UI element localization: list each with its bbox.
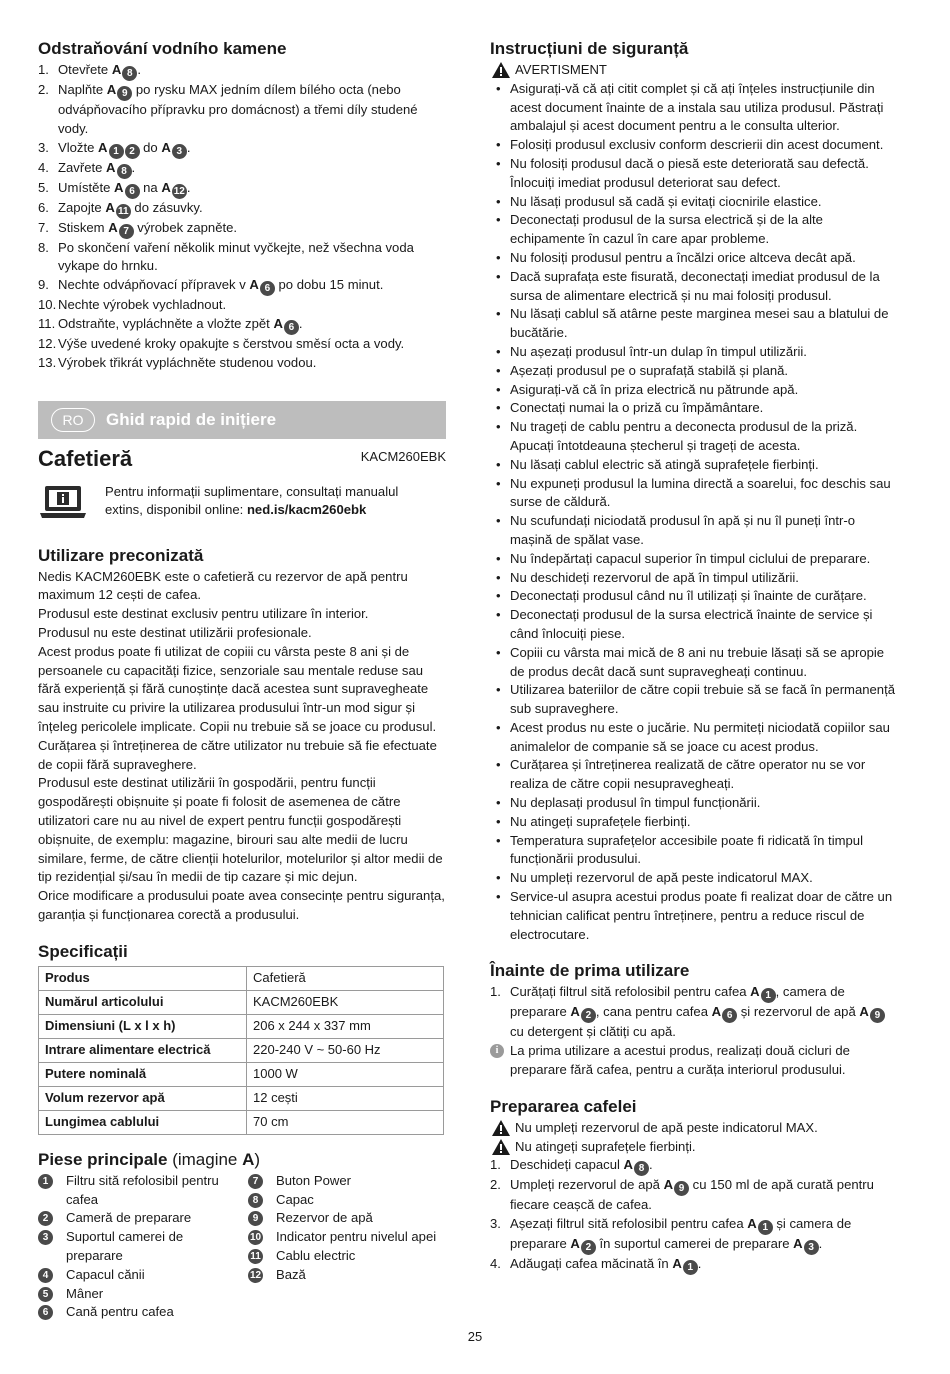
section-bar — [38, 401, 446, 439]
warning-label: AVERTISMENT — [490, 61, 900, 80]
part-number: 5 — [38, 1287, 53, 1302]
list-item: 1. Deschideți capacul A 8 . — [490, 1157, 653, 1175]
part-item — [38, 1228, 234, 1266]
list-item: 7. Stiskem A 7 výrobek zapněte. — [38, 219, 238, 237]
warning-icon — [492, 1120, 510, 1136]
list-item: 2. Naplňte A 9 po rysku MAX jedním dílem bílého octa (nebo odvápňovacího přípravku pro domácnost) a třemi díly studené vody. — [38, 82, 418, 136]
brew-warning-1: Nu umpleți rezervorul de apă peste indicatorul MAX. — [490, 1119, 900, 1138]
language-badge: RO — [51, 408, 95, 432]
warning-icon — [492, 1139, 510, 1155]
part-number: 9 — [248, 1211, 263, 1226]
list-item: • Copiii cu vârsta mai mică de 8 ani nu trebuie lăsați să se apropie de produs decât dacă sunt supravegheați continuu. — [490, 644, 900, 682]
list-item: 6. Zapojte A 11 do zásuvky. — [38, 199, 203, 217]
specs-table — [38, 966, 444, 1135]
table-row — [39, 966, 444, 990]
part-number: 10 — [249, 1232, 262, 1244]
list-item: 2. Umpleți rezervorul de apă A 9 cu 150 ml de apă curată pentru fiecare ceașcă de cafea. — [490, 1177, 874, 1213]
part-label: Cană pentru cafea — [66, 1304, 174, 1320]
paragraph: Acest produs poate fi utilizat de copiii cu vârsta peste 8 ani și de persoanele cu capacități fizice, senzoriale sau mentale reduse sau fără experiență și fără cunoștințe dacă acestea sunt supravegheate sau instruite cu privire la utilizarea produsului într-un mod sigur și înțeleg pericolele implicate. Copii nu trebuie să se joace cu produsul. Curățarea și întreținerea de către utilizator nu trebuie să fie efectuate de copii fără supraveghere. — [38, 643, 437, 772]
warning-icon — [492, 62, 510, 78]
list-item: • Nu atingeți suprafețele fierbinți. — [490, 813, 900, 832]
list-item: • Nu așezați produsul într-un dulap în timpul utilizării. — [490, 343, 900, 362]
list-item: • Nu deschideți rezervorul de apă în timpul utilizării. — [490, 569, 900, 588]
parts-column-1 — [38, 1172, 234, 1322]
spec-key: Putere nominală — [39, 1062, 247, 1086]
brew-warning-2: Nu atingeți suprafețele fierbinți. — [490, 1138, 900, 1157]
parts-list — [38, 1172, 446, 1324]
first-use-steps — [490, 983, 900, 1042]
part-item — [38, 1209, 234, 1228]
spec-key: Intrare alimentare electrică — [39, 1038, 247, 1062]
online-info — [38, 483, 446, 527]
part-number: 6 — [38, 1305, 53, 1320]
paragraph: Nedis KACM260EBK este o cafetieră cu rezervor de apă pentru maximum 12 cești de cafea. — [38, 568, 408, 603]
part-label: Indicator pentru nivelul apei — [276, 1229, 437, 1245]
part-label: Bază — [276, 1266, 306, 1282]
product-name: Cafetieră — [38, 445, 133, 471]
part-item — [248, 1228, 448, 1247]
list-item: • Temperatura suprafețelor accesibile poate fi ridicată în timpul funcționării produsului. — [490, 832, 900, 870]
part-label: Capac — [276, 1191, 314, 1207]
part-label: Suportul camerei de preparare — [66, 1229, 184, 1263]
intended-use-heading: Utilizare preconizată — [38, 545, 204, 565]
list-item: • Acest produs nu este o jucărie. Nu permiteți niciodată copiilor sau animalelor de companie să se joace cu acest produs. — [490, 719, 900, 757]
spec-key: Numărul articolului — [39, 990, 247, 1014]
list-item: 1. Otevřete A 8 . — [38, 62, 141, 79]
part-item — [38, 1303, 234, 1322]
list-item: 5. Umístěte A 6 na A 12 . — [38, 179, 191, 197]
spec-value: KACM260EBK — [247, 990, 444, 1014]
part-number: 1 — [38, 1174, 53, 1189]
right-column — [490, 38, 900, 1275]
info-text: Pentru informații suplimentare, consultați manualul extins, disponibil online: ned.is/kacm260ebk — [105, 483, 399, 518]
paragraph: Produsul este destinat exclusiv pentru utilizare în interior. — [38, 606, 369, 622]
spec-value: 12 cești — [247, 1086, 444, 1110]
section-title: Ghid rapid de inițiere — [106, 409, 277, 429]
page-number: 25 — [467, 1329, 483, 1344]
list-item: • Deconectați produsul de la sursa electrică înainte de service și când înlocuiți piese. — [490, 606, 900, 644]
paragraph: Produsul este destinat utilizării în gospodării, pentru funcții gospodărești obișnuite și poate fi folosit de asemenea de către utilizatori care nu au nivel de expert pentru funcții gospodărești obișnuite, de exemplu: magazine, birouri sau alte medii de lucru similare, ferme, de către clienții hotelurilor, motelurilor și altor medii de tip rezidențial și/sau în medii de tip cazare și mic dejun. — [38, 775, 443, 885]
part-item — [248, 1247, 448, 1266]
paragraph: Produsul nu este destinat utilizării profesionale. — [38, 624, 312, 640]
table-row — [39, 1014, 444, 1038]
list-item: • Folosiți produsul exclusiv conform descrierii din acest document. — [490, 136, 900, 155]
part-item — [38, 1172, 234, 1210]
list-item: • Dacă suprafața este fisurată, deconectați imediat produsul de la sursa de alimentare electrică și nu mai folosiți produsul. — [490, 268, 900, 306]
spec-value: 1000 W — [247, 1062, 444, 1086]
list-item: 12. Výše uvedené kroky opakujte s čerstvou směsí octa a vody. — [38, 335, 405, 351]
first-use-heading: Înainte de prima utilizare — [490, 961, 690, 981]
part-item — [248, 1209, 448, 1228]
list-item: • Nu scufundați niciodată produsul în apă și nu îl puneți într-o mașină de spălat vase. — [490, 512, 900, 550]
parts-column-2 — [248, 1172, 448, 1285]
list-item: • Așezați produsul pe o suprafață stabilă și plană. — [490, 362, 900, 381]
parts-heading: Piese principale (imagine A) — [38, 1149, 261, 1169]
table-row — [39, 1110, 444, 1134]
part-label: Buton Power — [276, 1172, 351, 1188]
product-code: KACM260EBK — [360, 448, 446, 464]
spec-key: Produs — [39, 966, 247, 990]
list-item: • Conectați numai la o priză cu împământare. — [490, 399, 900, 418]
list-item: 9. Nechte odvápňovací přípravek v A 6 po dobu 15 minut. — [38, 277, 384, 295]
part-label: Capacul cănii — [66, 1266, 145, 1282]
paragraph: Orice modificare a produsului poate avea consecințe pentru siguranța, garanția și funcționarea corectă a produsului. — [38, 888, 445, 922]
specs-heading: Specificații — [38, 941, 128, 961]
part-number: 7 — [248, 1174, 263, 1189]
part-number: 4 — [38, 1268, 53, 1283]
list-item: 10. Nechte výrobek vychladnout. — [38, 297, 227, 313]
safety-heading: Instrucțiuni de siguranță — [490, 39, 689, 58]
table-row — [39, 1062, 444, 1086]
part-label: Cameră de preparare — [66, 1210, 192, 1226]
descale-steps — [38, 61, 446, 373]
part-label: Rezervor de apă — [276, 1210, 373, 1226]
left-column — [38, 38, 446, 1324]
list-item: • Nu deplasați produsul în timpul funcționării. — [490, 794, 900, 813]
list-item: • Nu folosiți produsul pentru a încălzi orice altceva decât apă. — [490, 249, 900, 268]
list-item: • Deconectați produsul când nu îl utilizați și înainte de curățare. — [490, 587, 900, 606]
table-row — [39, 990, 444, 1014]
product-header — [38, 443, 446, 477]
list-item: • Nu lăsați cablul electric să atingă suprafețele fierbinți. — [490, 456, 900, 475]
descale-heading: Odstraňování vodního kamene — [38, 39, 287, 58]
list-item: 3. Așezați filtrul sită refolosibil pentru cafea A 1 și camera de preparare A 2 în suportul camerei de preparare A 3 . — [490, 1216, 852, 1254]
list-item: 8. Po skončení vaření několik minut vyčkejte, než všechna voda vykape do hrnku. — [38, 239, 414, 274]
list-item: • Asigurați-vă că în priza electrică nu pătrunde apă. — [490, 381, 900, 400]
part-item — [38, 1266, 234, 1285]
spec-key: Volum rezervor apă — [39, 1086, 247, 1110]
safety-list — [490, 80, 900, 945]
spec-value: 70 cm — [247, 1110, 444, 1134]
part-item — [248, 1172, 448, 1191]
table-row — [39, 1086, 444, 1110]
list-item: • Service-ul asupra acestui produs poate fi realizat doar de către un tehnician calificat pentru întreținere, pentru a reduce riscul de electrocutare. — [490, 888, 900, 944]
list-item: 11. Odstraňte, vypláchněte a vložte zpět A 6 . — [38, 315, 303, 333]
laptop-info-icon — [40, 485, 86, 519]
spec-key: Lungimea cablului — [39, 1110, 247, 1134]
brew-steps — [490, 1156, 900, 1275]
part-item — [248, 1191, 448, 1210]
list-item: • Nu îndepărtați capacul superior în timpul ciclului de preparare. — [490, 550, 900, 569]
list-item: 13. Výrobek třikrát vypláchněte studenou vodou. — [38, 354, 317, 370]
list-item: • Utilizarea bateriilor de către copii trebuie să se facă în permanență sub supraveghere. — [490, 681, 900, 719]
list-item: • Nu lăsați produsul să cadă și evitați ciocnirile elastice. — [490, 193, 900, 212]
part-label: Cablu electric — [276, 1247, 356, 1263]
spec-value: Cafetieră — [247, 966, 444, 990]
table-row — [39, 1038, 444, 1062]
part-item — [38, 1285, 234, 1304]
first-use-info: i La prima utilizare a acestui produs, realizați două cicluri de preparare fără cafea, pentru a curăța interiorul produsului. — [490, 1042, 900, 1080]
info-icon: i — [490, 1044, 504, 1058]
list-item: • Nu expuneți produsul la lumina directă a soarelui, foc deschis sau surse de căldură. — [490, 475, 900, 513]
list-item: 3. Vložte A 1 2 do A 3 . — [38, 139, 191, 157]
spec-key: Dimensiuni (L x l x h) — [39, 1014, 247, 1038]
part-label: Filtru sită refolosibil pentru cafea — [66, 1172, 219, 1207]
part-number: 11 — [248, 1249, 263, 1264]
part-number: 3 — [38, 1230, 53, 1245]
list-item: • Deconectați produsul de la sursa electrică și de la alte echipamente în cazul în care apar probleme. — [490, 211, 900, 249]
spec-value: 220-240 V ~ 50-60 Hz — [247, 1038, 444, 1062]
manual-link[interactable]: ned.is/kacm260ebk — [246, 502, 367, 518]
list-item: 4. Zavřete A 8 . — [38, 159, 136, 177]
list-item: • Nu folosiți produsul dacă o piesă este deteriorată sau defectă. Înlocuiți imediat produsul deteriorat sau defect. — [490, 155, 900, 193]
list-item: • Asigurați-vă că ați citit complet și că ați înțeles instrucțiunile din acest document înainte de a instala sau utiliza produsul. Păstrați ambalajul și acest document pentru a le consulta ulterior. — [490, 80, 900, 136]
part-number: 2 — [38, 1211, 53, 1226]
spec-value: 206 x 244 x 337 mm — [247, 1014, 444, 1038]
list-item: • Nu lăsați cablul să atârne peste marginea mesei sau a blatului de bucătărie. — [490, 305, 900, 343]
part-number: 12 — [249, 1269, 262, 1281]
part-label: Mâner — [66, 1285, 104, 1301]
intended-use-text — [38, 568, 446, 925]
list-item: • Curățarea și întreținerea realizată de către operator nu se vor realiza de către copii nesupravegheați. — [490, 756, 900, 794]
part-number: 8 — [248, 1193, 263, 1208]
list-item: • Nu umpleți rezervorul de apă peste indicatorul MAX. — [490, 869, 900, 888]
brewing-heading: Prepararea cafelei — [490, 1096, 637, 1116]
part-item — [248, 1266, 448, 1285]
list-item: 4. Adăugați cafea măcinată în A 1 . — [490, 1256, 702, 1274]
list-item: • Nu trageți de cablu pentru a deconecta produsul de la priză. Apucați întotdeauna ștecherul și trageți de acesta. — [490, 418, 900, 456]
list-item: 1. Curățați filtrul sită refolosibil pentru cafea A 1 , camera de preparare A 2 , cana pentru cafea A 6 și rezervorul de apă A 9 cu detergent și clătiți cu apă. — [490, 983, 900, 1042]
